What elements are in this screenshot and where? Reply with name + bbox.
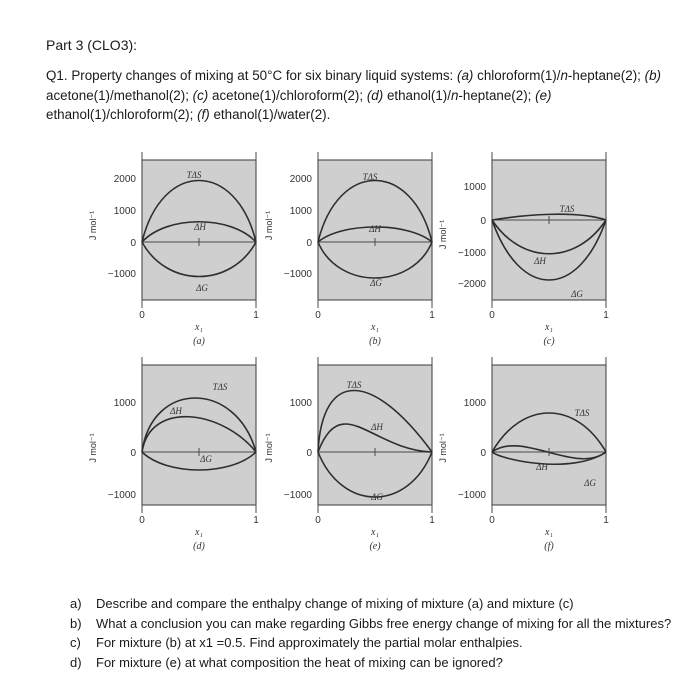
task-label: c) — [70, 635, 81, 651]
task-text: Describe and compare the enthalpy change of mixing of mixture (a) and mixture (c) — [96, 596, 574, 611]
task-text: For mixture (e) at what composition the heat of mixing can be ignored? — [96, 654, 503, 670]
panel-curve-label: ΔH — [536, 462, 548, 472]
panel-curve-label: ΔH — [194, 222, 206, 232]
task-label: d) — [70, 654, 82, 670]
panel-x-tick-label: 0 — [315, 515, 321, 526]
panel-y-tick-label: −1000 — [283, 490, 312, 501]
panel-x-axis-label: x₁ — [371, 322, 379, 333]
panel-y-tick-label: −1000 — [107, 490, 136, 501]
panel-y-tick-label: −1000 — [107, 269, 136, 280]
panel-x-tick-label: 0 — [315, 310, 321, 321]
task-list — [70, 594, 690, 672]
panel-curve-label: ΔG — [370, 278, 382, 288]
panel-curve-label: ΔH — [170, 406, 182, 416]
task-item — [70, 594, 690, 614]
system-b: (b) acetone(1)/methanol(2); — [46, 68, 661, 103]
panel-curve-label: TΔS — [186, 170, 202, 180]
system-f: (f) ethanol(1)/water(2). — [197, 107, 331, 122]
question-intro: Property changes of mixing at 50°C for six binary liquid systems: — [71, 68, 454, 83]
panel-label: (e) — [369, 541, 381, 552]
task-label: a) — [70, 596, 82, 611]
panel-x-tick-label: 0 — [139, 515, 145, 526]
task-text: For mixture (b) at x1 =0.5. Find approximately the partial molar enthalpies. — [96, 635, 523, 651]
panel-x-tick-label: 1 — [603, 515, 609, 526]
panel-y-tick-label: 1000 — [113, 398, 136, 409]
system-e: (e) ethanol(1)/chloroform(2); — [46, 87, 552, 122]
panel-label: (b) — [369, 336, 381, 347]
panel-x-tick-label: 0 — [139, 310, 145, 321]
panel-label: (f) — [544, 541, 554, 552]
panel-y-tick-label: 0 — [130, 238, 136, 249]
panel-curve-label: ΔH — [371, 422, 383, 432]
system-c: (c) acetone(1)/chloroform(2); — [192, 87, 364, 103]
question-text — [46, 66, 691, 125]
panel-curve-label: TΔS — [362, 172, 378, 182]
panel-y-tick-label: −2000 — [457, 279, 486, 290]
figure-svg — [72, 140, 640, 580]
panel-y-tick-label: 2000 — [289, 174, 312, 185]
task-item — [70, 653, 690, 673]
panel-x-tick-label: 1 — [603, 310, 609, 321]
task-label: b) — [70, 615, 82, 631]
panel-curve-label: TΔS — [346, 380, 362, 390]
panel-x-tick-label: 1 — [253, 515, 259, 526]
panel-y-tick-label: 1000 — [289, 206, 312, 217]
panel-y-axis-label: J mol⁻¹ — [264, 210, 274, 241]
panel-y-axis-label: J mol⁻¹ — [88, 433, 98, 463]
panel-x-tick-label: 0 — [489, 515, 495, 526]
panel-x-axis-label: x₁ — [545, 527, 553, 538]
mixing-property-figure — [72, 140, 640, 580]
task-item — [70, 633, 690, 653]
panel-x-axis-label: x₁ — [371, 527, 379, 538]
panel-label: (a) — [193, 336, 205, 347]
panel-x-axis-label: x₁ — [545, 322, 553, 333]
panel-y-tick-label: 1000 — [463, 182, 486, 193]
task-text: What a conclusion you can make regarding Gibbs free energy change of mixing for all the mixtures? — [96, 615, 672, 631]
panel-y-axis-label: J mol⁻¹ — [438, 433, 448, 463]
panel-y-axis-label: J mol⁻¹ — [264, 433, 274, 463]
panel-y-tick-label: 1000 — [289, 398, 312, 409]
panel-y-axis-label: J mol⁻¹ — [88, 210, 98, 241]
panel-y-tick-label: 1000 — [463, 398, 486, 409]
panel-y-tick-label: 0 — [480, 216, 486, 227]
system-a: (a) chloroform(1)/n-heptane(2); — [457, 68, 641, 83]
system-d: (d) ethanol(1)/n-heptane(2); — [366, 87, 532, 103]
panel-y-tick-label: −1000 — [457, 248, 486, 259]
panel-y-tick-label: 0 — [480, 448, 486, 459]
panel-y-tick-label: −1000 — [457, 490, 486, 501]
panel-y-tick-label: 2000 — [113, 174, 136, 185]
panel-y-tick-label: 0 — [130, 448, 136, 459]
panel-curve-label: ΔG — [571, 289, 583, 299]
panel-y-axis-label: J mol⁻¹ — [438, 219, 448, 250]
panel-x-tick-label: 0 — [489, 310, 495, 321]
panel-curve-label: ΔG — [584, 478, 596, 488]
panel-x-axis-label: x₁ — [195, 322, 203, 333]
task-item — [70, 614, 690, 634]
question-number: Q1. — [46, 68, 68, 83]
panel-y-tick-label: 0 — [306, 448, 312, 459]
panel-curve-label: ΔH — [369, 224, 381, 234]
panel-curve-label: ΔG — [371, 492, 383, 502]
panel-y-tick-label: 1000 — [113, 206, 136, 217]
panel-y-tick-label: −1000 — [283, 269, 312, 280]
panel-label: (d) — [193, 541, 205, 552]
panel-curve-label: TΔS — [574, 408, 590, 418]
panel-x-tick-label: 1 — [429, 515, 435, 526]
panel-curve-label: ΔG — [196, 283, 208, 293]
panel-curve-label: ΔH — [534, 256, 546, 266]
section-heading: Part 3 (CLO3): — [46, 37, 138, 53]
panel-curve-label: TΔS — [559, 204, 575, 214]
panel-label: (c) — [543, 336, 555, 347]
panel-x-tick-label: 1 — [429, 310, 435, 321]
panel-x-axis-label: x₁ — [195, 527, 203, 538]
panel-y-tick-label: 0 — [306, 238, 312, 249]
panel-frame — [492, 160, 606, 300]
panel-x-tick-label: 1 — [253, 310, 259, 321]
panel-curve-label: TΔS — [212, 382, 228, 392]
panel-curve-label: ΔG — [200, 454, 212, 464]
